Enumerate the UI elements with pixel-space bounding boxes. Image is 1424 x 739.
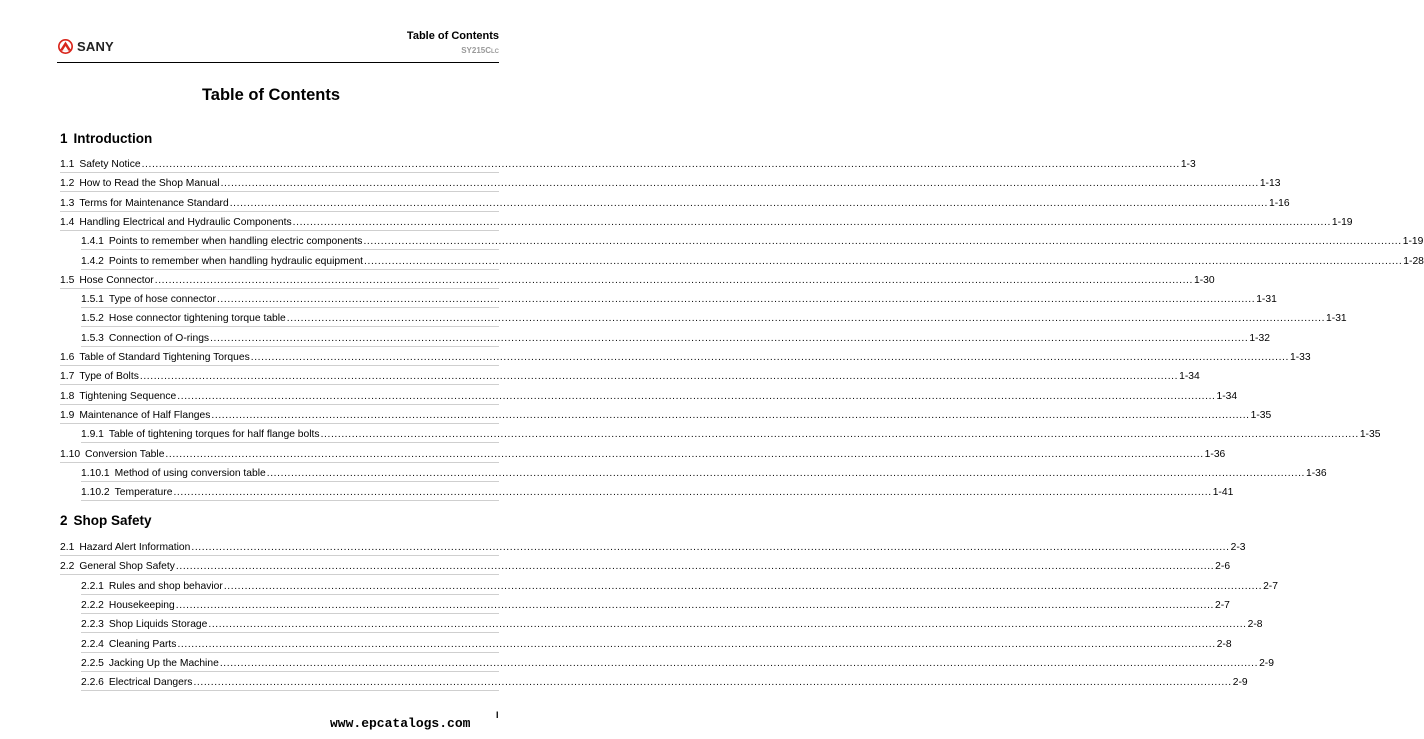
toc-entry-page: 1-34 (1216, 390, 1238, 402)
toc-entry-title: Electrical Dangers (108, 677, 193, 689)
header-model (461, 46, 499, 55)
toc-entry-page: 2-7 (1263, 580, 1278, 592)
toc-entry-number: 2.2.1 (81, 580, 104, 592)
logo-text: SANY (77, 38, 114, 54)
toc-leader-dots: ............................................................................................................................................................................................................................................................................................................ (292, 216, 1331, 228)
toc-entry-title: Points to remember when handling electric components (108, 236, 363, 248)
toc-leader-dots: ............................................................................................................................................................................................................................................................................................................ (216, 294, 1256, 306)
section-title: Shop Safety (73, 513, 152, 528)
toc-leader-dots: ............................................................................................................................................................................................................................................................................................................ (220, 178, 1259, 190)
toc-entry-title: Table of tightening torques for half flange bolts (108, 429, 320, 441)
sany-logo-icon (57, 39, 74, 54)
toc-entry[interactable] (81, 231, 1424, 250)
toc-entry-page: 2-9 (1232, 677, 1248, 689)
section-heading-1 (60, 131, 152, 146)
toc-entry-number: 1.1 (60, 159, 75, 170)
toc-entry-number: 1.8 (60, 390, 75, 402)
toc-entry[interactable] (81, 482, 1234, 501)
toc-entry-title: Terms for Maintenance Standard (79, 197, 229, 209)
toc-leader-dots: ............................................................................................................................................................................................................................................................................................................ (173, 487, 1212, 499)
toc-entry-page: 1-35 (1359, 429, 1381, 441)
toc-entry[interactable] (81, 672, 1248, 691)
toc-entry-title: Rules and shop behavior (108, 580, 223, 592)
toc-entry-title: Connection of O-rings (108, 332, 210, 344)
toc-entry[interactable] (60, 154, 1196, 173)
toc-entry-number: 1.2 (60, 178, 75, 190)
toc-entry-page: 2-8 (1216, 638, 1232, 650)
toc-entry[interactable] (60, 366, 1200, 385)
toc-entry-number: 2.2.6 (81, 677, 104, 689)
page-header (57, 26, 499, 63)
toc-entry-page: 1-41 (1212, 487, 1234, 499)
toc-entry-number: 1.10.1 (81, 467, 110, 479)
toc-entry[interactable] (81, 308, 1347, 327)
toc-entry-number: 1.10.2 (81, 487, 110, 499)
toc-entry-title: Tightening Sequence (79, 390, 177, 402)
toc-entry-title: Temperature (114, 487, 173, 499)
toc-leader-dots: ............................................................................................................................................................................................................................................................................................................ (193, 677, 1232, 689)
toc-leader-dots: ............................................................................................................................................................................................................................................................................................................ (219, 657, 1259, 669)
toc-entry-title: Handling Electrical and Hydraulic Components (79, 216, 292, 228)
toc-entry-title: Method of using conversion table (114, 467, 266, 479)
toc-entry-number: 1.5.3 (81, 332, 104, 344)
toc-entry-page: 1-36 (1306, 467, 1327, 479)
toc-leader-dots: ............................................................................................................................................................................................................................................................................................................ (363, 236, 1402, 248)
toc-entry[interactable] (60, 270, 1215, 289)
toc-entry-number: 1.10 (60, 448, 81, 460)
toc-leader-dots: ............................................................................................................................................................................................................................................................................................................ (229, 197, 1268, 209)
toc-entry-title: Shop Liquids Storage (108, 619, 208, 631)
toc-entry[interactable] (81, 463, 1327, 482)
toc-entry-title: Hose Connector (79, 274, 154, 286)
toc-entry-title: How to Read the Shop Manual (79, 178, 220, 190)
sany-logo (57, 38, 114, 54)
toc-entry-number: 1.4 (60, 216, 75, 228)
toc-entry[interactable] (60, 444, 1226, 463)
toc-entry[interactable] (60, 537, 1246, 556)
toc-entry-page: 1-3 (1180, 159, 1196, 170)
toc-entry[interactable] (81, 653, 1274, 672)
toc-entry-page: 1-31 (1326, 313, 1347, 325)
toc-entry-page: 1-13 (1259, 178, 1281, 190)
page-title: Table of Contents (201, 86, 341, 104)
toc-entry-page: 1-31 (1256, 294, 1277, 306)
toc-entry-page: 2-3 (1230, 542, 1246, 553)
toc-entry-page: 2-8 (1247, 619, 1263, 631)
toc-entry-title: Cleaning Parts (108, 638, 177, 650)
section-title: Introduction (73, 131, 153, 146)
header-title: Table of Contents (406, 30, 499, 42)
toc-entry-title: Maintenance of Half Flanges (79, 409, 211, 421)
toc-leader-dots: ............................................................................................................................................................................................................................................................................................................ (250, 352, 1289, 363)
toc-entry-title: General Shop Safety (79, 561, 175, 573)
toc-entry[interactable] (60, 193, 1290, 212)
toc-entry-title: Type of Bolts (79, 371, 139, 383)
model-name: SY215C (461, 46, 491, 55)
toc-entry-number: 1.9 (60, 409, 75, 421)
toc-leader-dots: ............................................................................................................................................................................................................................................................................................................ (210, 332, 1249, 344)
toc-entry-title: Housekeeping (108, 599, 175, 611)
toc-entry-title: Hazard Alert Information (79, 542, 191, 553)
toc-leader-dots: ............................................................................................................................................................................................................................................................................................................ (177, 638, 1216, 650)
toc-leader-dots: ............................................................................................................................................................................................................................................................................................................ (175, 599, 1214, 611)
toc-entry-page: 2-9 (1259, 657, 1274, 669)
toc-entry-page: 1-34 (1179, 371, 1200, 383)
toc-leader-dots: ............................................................................................................................................................................................................................................................................................................ (364, 255, 1403, 267)
toc-entry-title: Safety Notice (79, 159, 141, 170)
toc-leader-dots: ............................................................................................................................................................................................................................................................................................................ (191, 542, 1230, 553)
toc-entry-page: 2-6 (1215, 561, 1231, 573)
footer-url[interactable]: www.epcatalogs.com (330, 716, 471, 731)
toc-entry-number: 2.2.4 (81, 638, 104, 650)
toc-entry[interactable] (60, 405, 1272, 424)
toc-entry[interactable] (81, 289, 1277, 308)
toc-entry-page: 1-32 (1249, 332, 1270, 344)
toc-entry-page: 1-35 (1250, 409, 1272, 421)
toc-entry-page: 1-36 (1204, 448, 1226, 460)
toc-entry-page: 1-30 (1193, 274, 1215, 286)
toc-entry-number: 1.7 (60, 371, 75, 383)
toc-entry-page: 1-33 (1289, 352, 1311, 363)
toc-leader-dots: ............................................................................................................................................................................................................................................................................................................ (165, 448, 1204, 460)
toc-entry-page: 1-19 (1331, 216, 1353, 228)
toc-leader-dots: ............................................................................................................................................................................................................................................................................................................ (177, 390, 1216, 402)
toc-entry-number: 2.2.5 (81, 657, 104, 669)
model-suffix: LC (491, 49, 499, 55)
toc-entry-page: 2-7 (1215, 599, 1230, 611)
toc-entry-page: 1-28 (1403, 255, 1424, 267)
toc-entry-number: 1.4.1 (81, 236, 104, 248)
toc-leader-dots: ............................................................................................................................................................................................................................................................................................................ (175, 561, 1215, 573)
toc-leader-dots: ............................................................................................................................................................................................................................................................................................................ (141, 159, 1180, 170)
toc-entry-title: Hose connector tightening torque table (108, 313, 286, 325)
toc-entry-number: 1.4.2 (81, 255, 104, 267)
toc-entry[interactable] (81, 595, 1230, 614)
toc-entry[interactable] (81, 328, 1270, 347)
toc-leader-dots: ............................................................................................................................................................................................................................................................................................................ (139, 371, 1179, 383)
section-number: 1 (60, 131, 68, 146)
toc-leader-dots: ............................................................................................................................................................................................................................................................................................................ (154, 274, 1193, 286)
toc-entry-number: 1.3 (60, 197, 75, 209)
toc-entry[interactable] (81, 576, 1278, 595)
toc-entry-number: 2.1 (60, 542, 75, 553)
toc-entry-title: Jacking Up the Machine (108, 657, 219, 669)
toc-leader-dots: ............................................................................................................................................................................................................................................................................................................ (208, 619, 1247, 631)
toc-entry-title: Conversion Table (85, 448, 165, 460)
toc-entry-number: 2.2.2 (81, 599, 104, 611)
toc-entry-number: 1.5 (60, 274, 75, 286)
toc-leader-dots: ............................................................................................................................................................................................................................................................................................................ (211, 409, 1250, 421)
toc-entry[interactable] (81, 251, 1424, 270)
toc-entry[interactable] (60, 556, 1231, 575)
toc-entry-title: Table of Standard Tightening Torques (79, 352, 250, 363)
toc-leader-dots: ............................................................................................................................................................................................................................................................................................................ (320, 429, 1359, 441)
toc-leader-dots: ............................................................................................................................................................................................................................................................................................................ (266, 467, 1306, 479)
toc-entry-number: 2.2.3 (81, 619, 104, 631)
toc-entry-page: 1-16 (1268, 197, 1290, 209)
toc-entry[interactable] (60, 347, 1311, 366)
toc-entry-number: 1.6 (60, 352, 75, 363)
toc-entry-number: 1.9.1 (81, 429, 104, 441)
toc-entry-title: Type of hose connector (108, 294, 216, 306)
toc-entry-page: 1-19 (1402, 236, 1424, 248)
section-number: 2 (60, 513, 68, 528)
toc-entry[interactable] (60, 173, 1281, 192)
page-number: I (496, 710, 499, 720)
toc-entry-number: 1.5.1 (81, 294, 104, 306)
toc-entry-number: 1.5.2 (81, 313, 104, 325)
toc-entry-title: Points to remember when handling hydraulic equipment (108, 255, 364, 267)
toc-entry[interactable] (81, 614, 1263, 633)
toc-entry[interactable] (60, 212, 1353, 231)
toc-entry[interactable] (60, 386, 1238, 405)
toc-entry-number: 2.2 (60, 561, 75, 573)
toc-entry[interactable] (81, 634, 1232, 653)
toc-entry[interactable] (81, 424, 1381, 443)
toc-leader-dots: ............................................................................................................................................................................................................................................................................................................ (223, 580, 1263, 592)
section-heading-2 (60, 513, 152, 528)
toc-leader-dots: ............................................................................................................................................................................................................................................................................................................ (286, 313, 1326, 325)
